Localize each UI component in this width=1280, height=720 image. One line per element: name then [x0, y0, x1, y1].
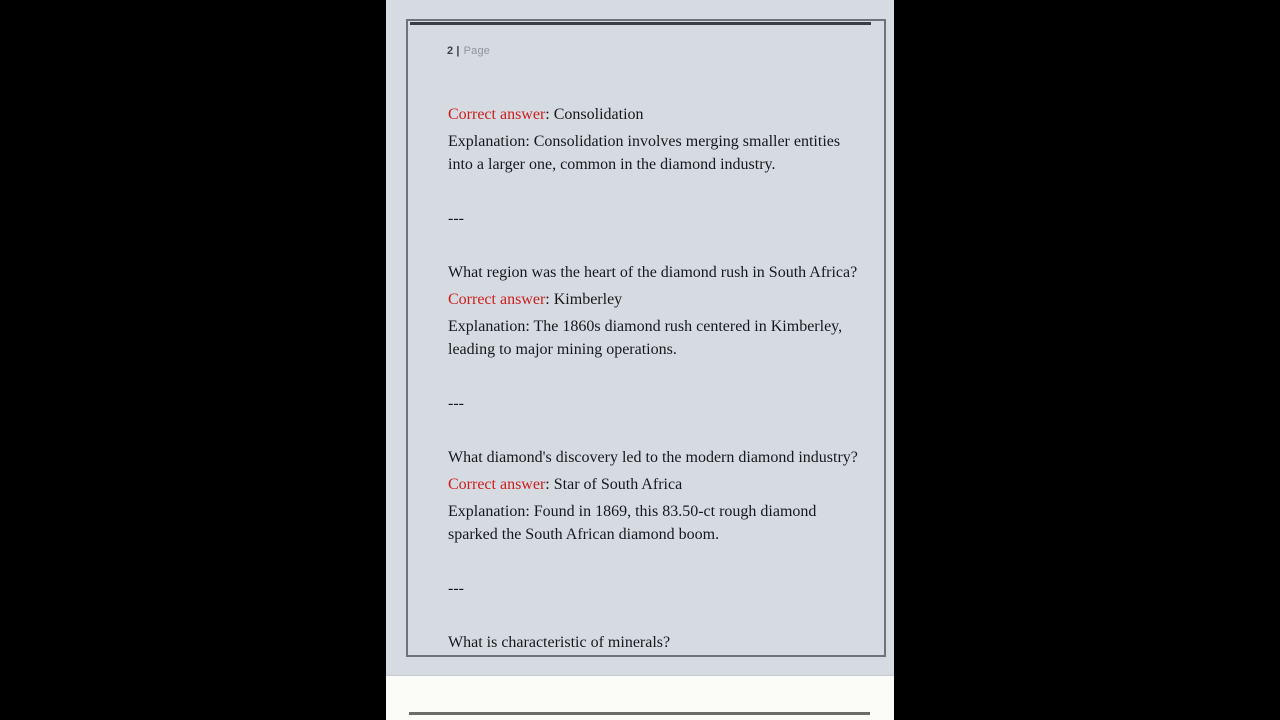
answer-prefix: Correct answer	[448, 106, 546, 123]
explanation-line: Explanation: Found in 1869, this 83.50-ct rough diamond	[448, 503, 817, 520]
answer-line	[448, 473, 880, 496]
separator-line: ---	[448, 580, 464, 597]
blank-line	[448, 180, 880, 203]
blank-line	[448, 550, 880, 573]
blank-line	[448, 604, 880, 627]
explanation-line: into a larger one, common in the diamond industry.	[448, 156, 776, 173]
blank-line	[448, 419, 880, 442]
question-line: What region was the heart of the diamond rush in South Africa?	[448, 264, 858, 281]
page-header	[447, 45, 490, 58]
separator-line: ---	[448, 210, 464, 227]
question-line: What diamond's discovery led to the modern diamond industry?	[448, 449, 858, 466]
document-viewport	[386, 0, 894, 720]
explanation-line: Explanation: The 1860s diamond rush centered in Kimberley,	[448, 318, 843, 335]
separator-line: ---	[448, 395, 464, 412]
next-page-top-rule	[409, 712, 870, 715]
answer-line	[448, 288, 880, 311]
explanation-line: Explanation: Consolidation involves merging smaller entities	[448, 133, 841, 150]
letterbox-left	[0, 0, 386, 720]
explanation-line: leading to major mining operations.	[448, 341, 677, 358]
document-page	[386, 0, 894, 676]
answer-prefix: Correct answer	[448, 291, 546, 308]
answer-text: : Consolidation	[545, 106, 644, 123]
letterbox-right	[894, 0, 1280, 720]
answer-prefix: Correct answer	[448, 476, 546, 493]
page-header-label: Page	[463, 45, 491, 57]
page-gap	[386, 677, 894, 720]
explanation-line: sparked the South African diamond boom.	[448, 526, 720, 543]
blank-line	[448, 234, 880, 257]
page-header-divider: |	[456, 45, 460, 57]
page-top-rule	[410, 22, 871, 25]
text-block	[448, 103, 880, 658]
blank-line	[448, 365, 880, 388]
answer-line	[448, 103, 880, 126]
answer-text: : Kimberley	[545, 291, 623, 308]
answer-text: : Star of South Africa	[545, 476, 683, 493]
question-line: What is characteristic of minerals?	[448, 634, 671, 651]
page-number: 2	[447, 45, 454, 57]
